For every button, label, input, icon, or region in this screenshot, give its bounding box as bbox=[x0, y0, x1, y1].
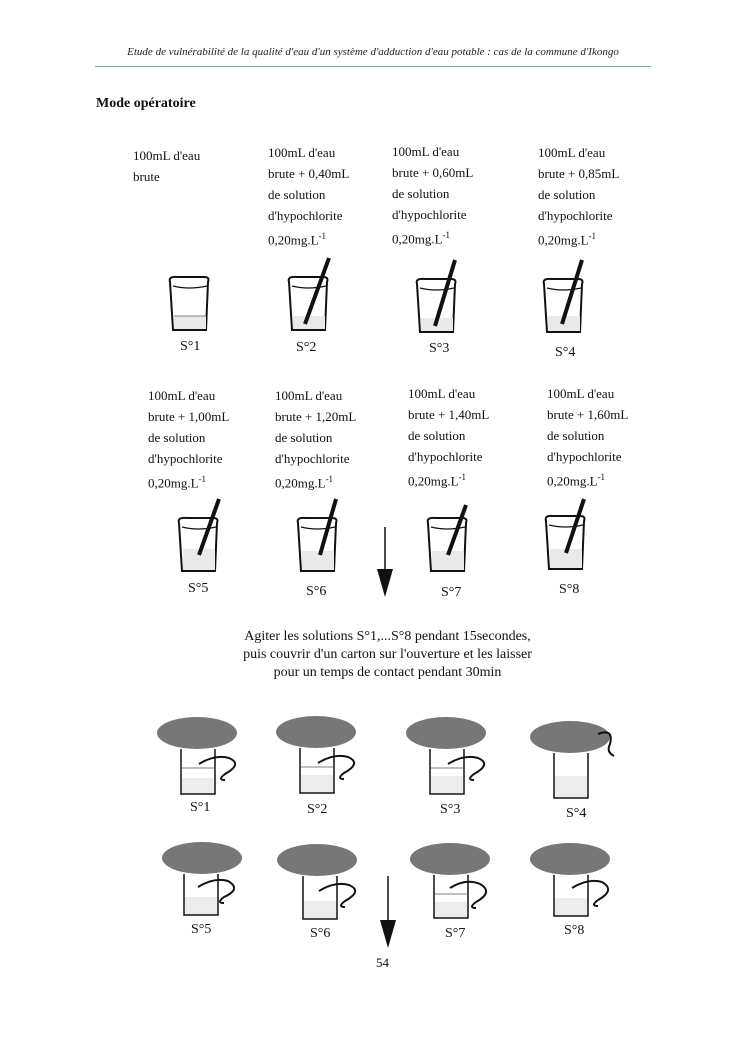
sample-desc-s1: 100mL d'eau brute bbox=[133, 148, 201, 184]
sample-desc-s5: 100mL d'eau brute + 1,00mL de solution d'hypochlorite $0,20mg.L^{-1}$ bbox=[148, 388, 230, 491]
beaker-s4-with-rod bbox=[538, 258, 592, 338]
beaker-s5-with-rod bbox=[173, 497, 227, 577]
sample-desc-s3: 100mL d'eau brute + 0,60mL de solution d'hypochlorite $0,20mg.L^{-1}$ bbox=[392, 144, 474, 247]
covered-label-s4: S°4 bbox=[566, 806, 587, 821]
sample-label-s4: S°4 bbox=[555, 345, 576, 360]
covered-beaker-s5 bbox=[158, 841, 250, 923]
down-arrow-icon bbox=[374, 527, 396, 599]
covered-label-s1: S°1 bbox=[190, 800, 211, 815]
covered-beaker-s7 bbox=[406, 842, 498, 924]
covered-beaker-s4 bbox=[526, 720, 618, 802]
running-header: Etude de vulnérabilité de la qualité d'eau d'un système d'adduction d'eau potable : cas de la commune d'Ikongo bbox=[127, 46, 619, 58]
sample-label-s7: S°7 bbox=[441, 585, 462, 600]
covered-label-s7: S°7 bbox=[445, 926, 466, 941]
section-title: Mode opératoire bbox=[96, 96, 196, 111]
page-number: 54 bbox=[376, 955, 389, 970]
sample-label-s1: S°1 bbox=[180, 339, 201, 354]
beaker-s6-with-rod bbox=[292, 497, 346, 577]
covered-label-s6: S°6 bbox=[310, 926, 331, 941]
sample-label-s8: S°8 bbox=[559, 582, 580, 597]
covered-label-s5: S°5 bbox=[191, 922, 212, 937]
instruction-text: Agiter les solutions S°1,...S°8 pendant 15secondes, puis couvrir d'un carton sur l'ouverture et les laisser pour un temps de contact pendant 30min bbox=[243, 629, 532, 680]
beaker-s3-with-rod bbox=[411, 258, 465, 338]
sample-label-s2: S°2 bbox=[296, 340, 317, 355]
covered-label-s3: S°3 bbox=[440, 802, 461, 817]
sample-label-s5: S°5 bbox=[188, 581, 209, 596]
beaker-s7-with-rod bbox=[422, 497, 476, 577]
sample-desc-s7: 100mL d'eau brute + 1,40mL de solution d'hypochlorite $0,20mg.L^{-1}$ bbox=[408, 386, 490, 489]
beaker-s2-with-rod bbox=[283, 256, 337, 336]
header-rule bbox=[95, 66, 651, 67]
sample-label-s3: S°3 bbox=[429, 341, 450, 356]
covered-beaker-s1 bbox=[155, 716, 247, 798]
down-arrow-icon-2 bbox=[377, 876, 399, 950]
covered-label-s8: S°8 bbox=[564, 923, 585, 938]
sample-desc-s8: 100mL d'eau brute + 1,60mL de solution d'hypochlorite $0,20mg.L^{-1}$ bbox=[547, 386, 629, 489]
beaker-s1 bbox=[164, 274, 214, 336]
beaker-s8-with-rod bbox=[540, 495, 594, 575]
covered-label-s2: S°2 bbox=[307, 802, 328, 817]
covered-beaker-s8 bbox=[526, 842, 618, 924]
sample-desc-s6: 100mL d'eau brute + 1,20mL de solution d'hypochlorite $0,20mg.L^{-1}$ bbox=[275, 388, 357, 491]
sample-desc-s4: 100mL d'eau brute + 0,85mL de solution d'hypochlorite $0,20mg.L^{-1}$ bbox=[538, 145, 620, 248]
covered-beaker-s3 bbox=[402, 716, 494, 798]
covered-beaker-s2 bbox=[272, 715, 364, 797]
sample-label-s6: S°6 bbox=[306, 584, 327, 599]
covered-beaker-s6 bbox=[273, 843, 365, 925]
sample-desc-s2: 100mL d'eau brute + 0,40mL de solution d'hypochlorite $0,20mg.L^{-1}$ bbox=[268, 145, 350, 248]
